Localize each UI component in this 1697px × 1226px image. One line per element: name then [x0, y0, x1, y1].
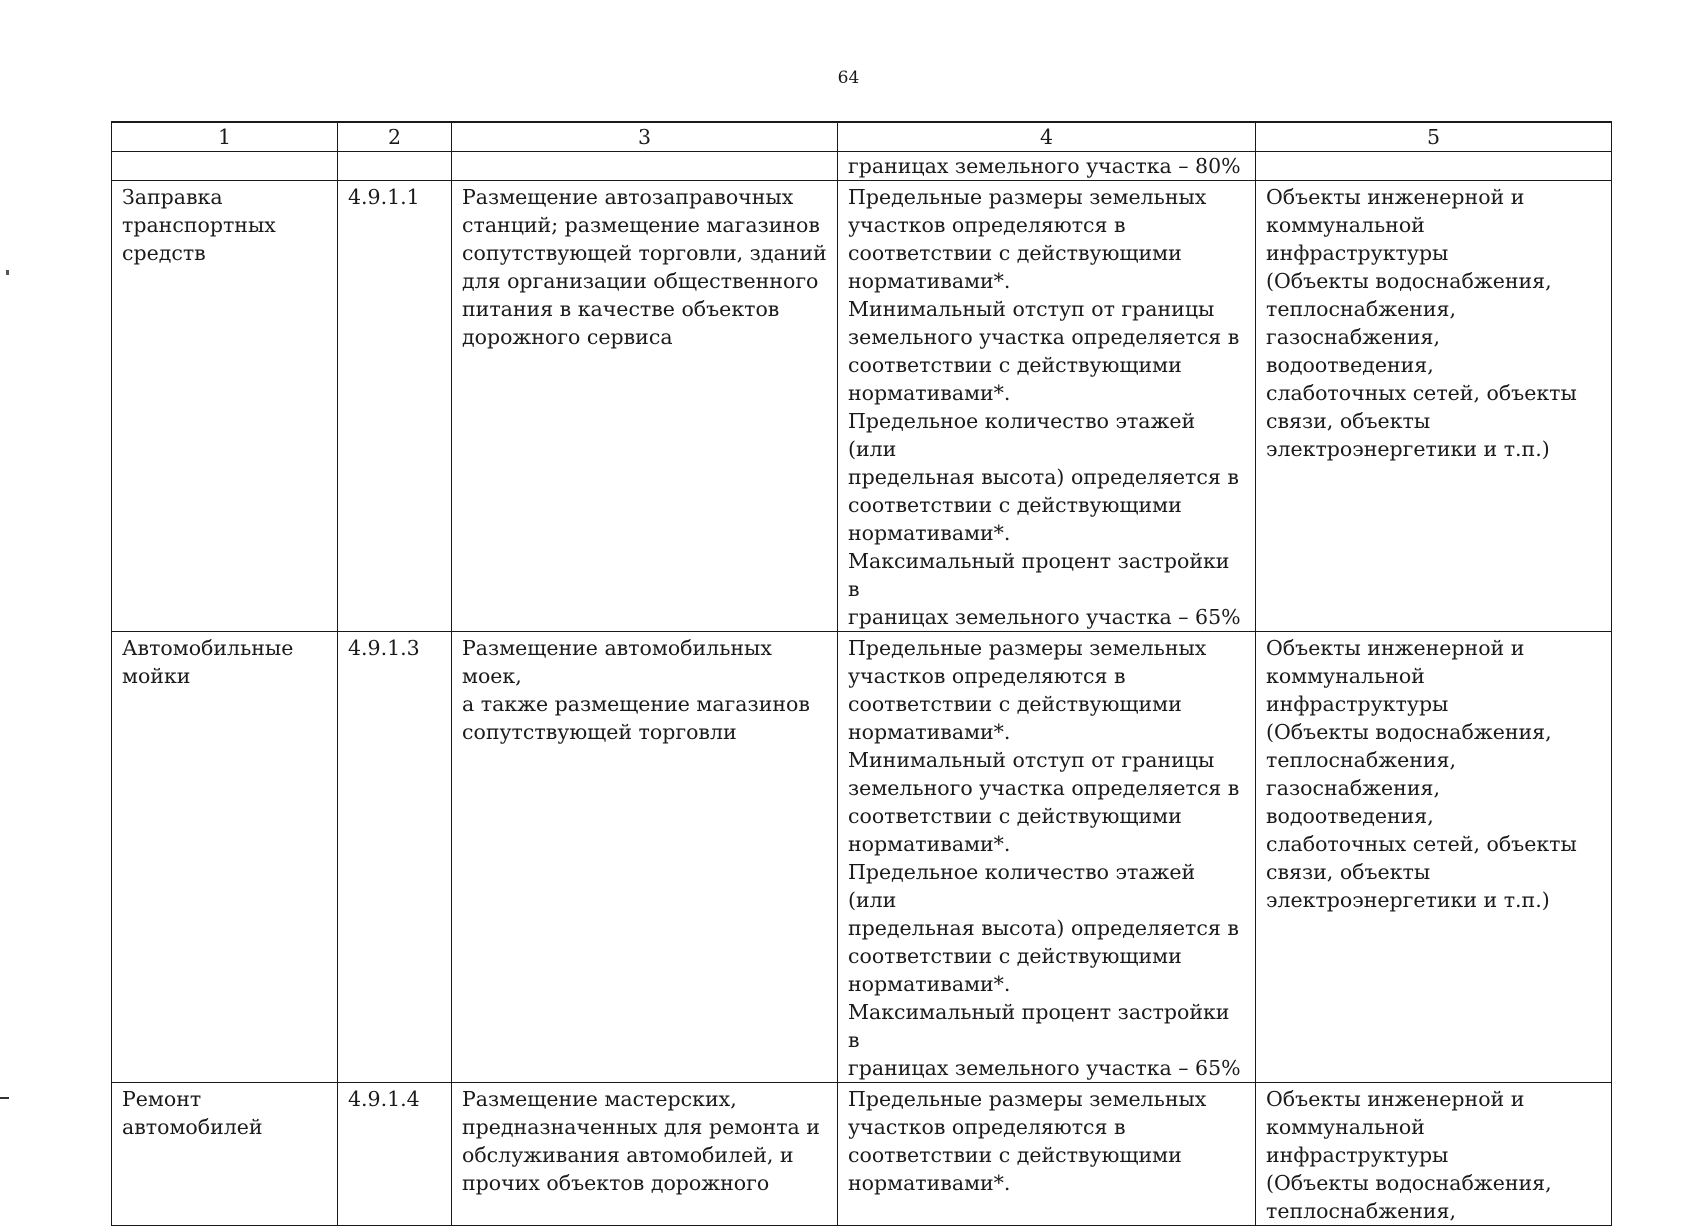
- use-type-name: Ремонт автомобилей: [112, 1083, 338, 1226]
- column-number-5: 5: [1256, 122, 1612, 152]
- land-use-table: [111, 121, 1612, 1226]
- table-row: [112, 1083, 1612, 1226]
- table-cell: [452, 152, 838, 181]
- column-number-2: 2: [338, 122, 452, 152]
- use-type-parameters: Предельные размеры земельных участков определяются в соответствии с действующими нормативами*. Минимальный отступ от границы земельного участка определяется в соответствии с действующими нормативами*. Предельное количество этажей (или предельная высота) определяется в соответствии с действующими нормативами*. Максимальный процент застройки в границах земельного участка – 65%: [838, 632, 1256, 1083]
- use-type-infrastructure: Объекты инженерной и коммунальной инфраструктуры (Объекты водоснабжения, теплоснабжения, газоснабжения, водоотведения, слаботочных сетей, объекты связи, объекты электроэнергетики и т.п.): [1256, 181, 1612, 632]
- table-row: [112, 181, 1612, 632]
- use-type-description: Размещение мастерских, предназначенных для ремонта и обслуживания автомобилей, и прочих объектов дорожного: [452, 1083, 838, 1226]
- use-type-description: Размещение автомобильных моек, а также размещение магазинов сопутствующей торговли: [452, 632, 838, 1083]
- use-type-code: 4.9.1.4: [338, 1083, 452, 1226]
- use-type-infrastructure: Объекты инженерной и коммунальной инфраструктуры (Объекты водоснабжения, теплоснабжения, газоснабжения, водоотведения, слаботочных сетей, объекты связи, объекты электроэнергетики и т.п.): [1256, 632, 1612, 1083]
- table-cell: [112, 152, 338, 181]
- use-type-code: 4.9.1.3: [338, 632, 452, 1083]
- use-type-code: 4.9.1.1: [338, 181, 452, 632]
- use-type-name: Автомобильные мойки: [112, 632, 338, 1083]
- use-type-description: Размещение автозаправочных станций; размещение магазинов сопутствующей торговли, зданий для организации общественного питания в качестве объектов дорожного сервиса: [452, 181, 838, 632]
- use-type-parameters: Предельные размеры земельных участков определяются в соответствии с действующими нормативами*. Минимальный отступ от границы земельного участка определяется в соответствии с действующими нормативами*. Предельное количество этажей (или предельная высота) определяется в соответствии с действующими нормативами*. Максимальный процент застройки в границах земельного участка – 65%: [838, 181, 1256, 632]
- continuation-row: [112, 152, 1612, 181]
- scan-artifact-mark: [6, 270, 9, 275]
- use-type-infrastructure: Объекты инженерной и коммунальной инфраструктуры (Объекты водоснабжения, теплоснабжения,: [1256, 1083, 1612, 1226]
- continued-parameter-cell: границах земельного участка – 80%: [838, 152, 1256, 181]
- column-number-1: 1: [112, 122, 338, 152]
- column-number-4: 4: [838, 122, 1256, 152]
- table-row: [112, 632, 1612, 1083]
- use-type-parameters: Предельные размеры земельных участков определяются в соответствии с действующими нормативами*.: [838, 1083, 1256, 1226]
- scan-artifact-mark: [0, 1097, 9, 1099]
- use-type-name: Заправка транспортных средств: [112, 181, 338, 632]
- table-cell: [338, 152, 452, 181]
- table-cell: [1256, 152, 1612, 181]
- page-number: 64: [837, 68, 860, 88]
- table-header-row: [112, 122, 1612, 152]
- column-number-3: 3: [452, 122, 838, 152]
